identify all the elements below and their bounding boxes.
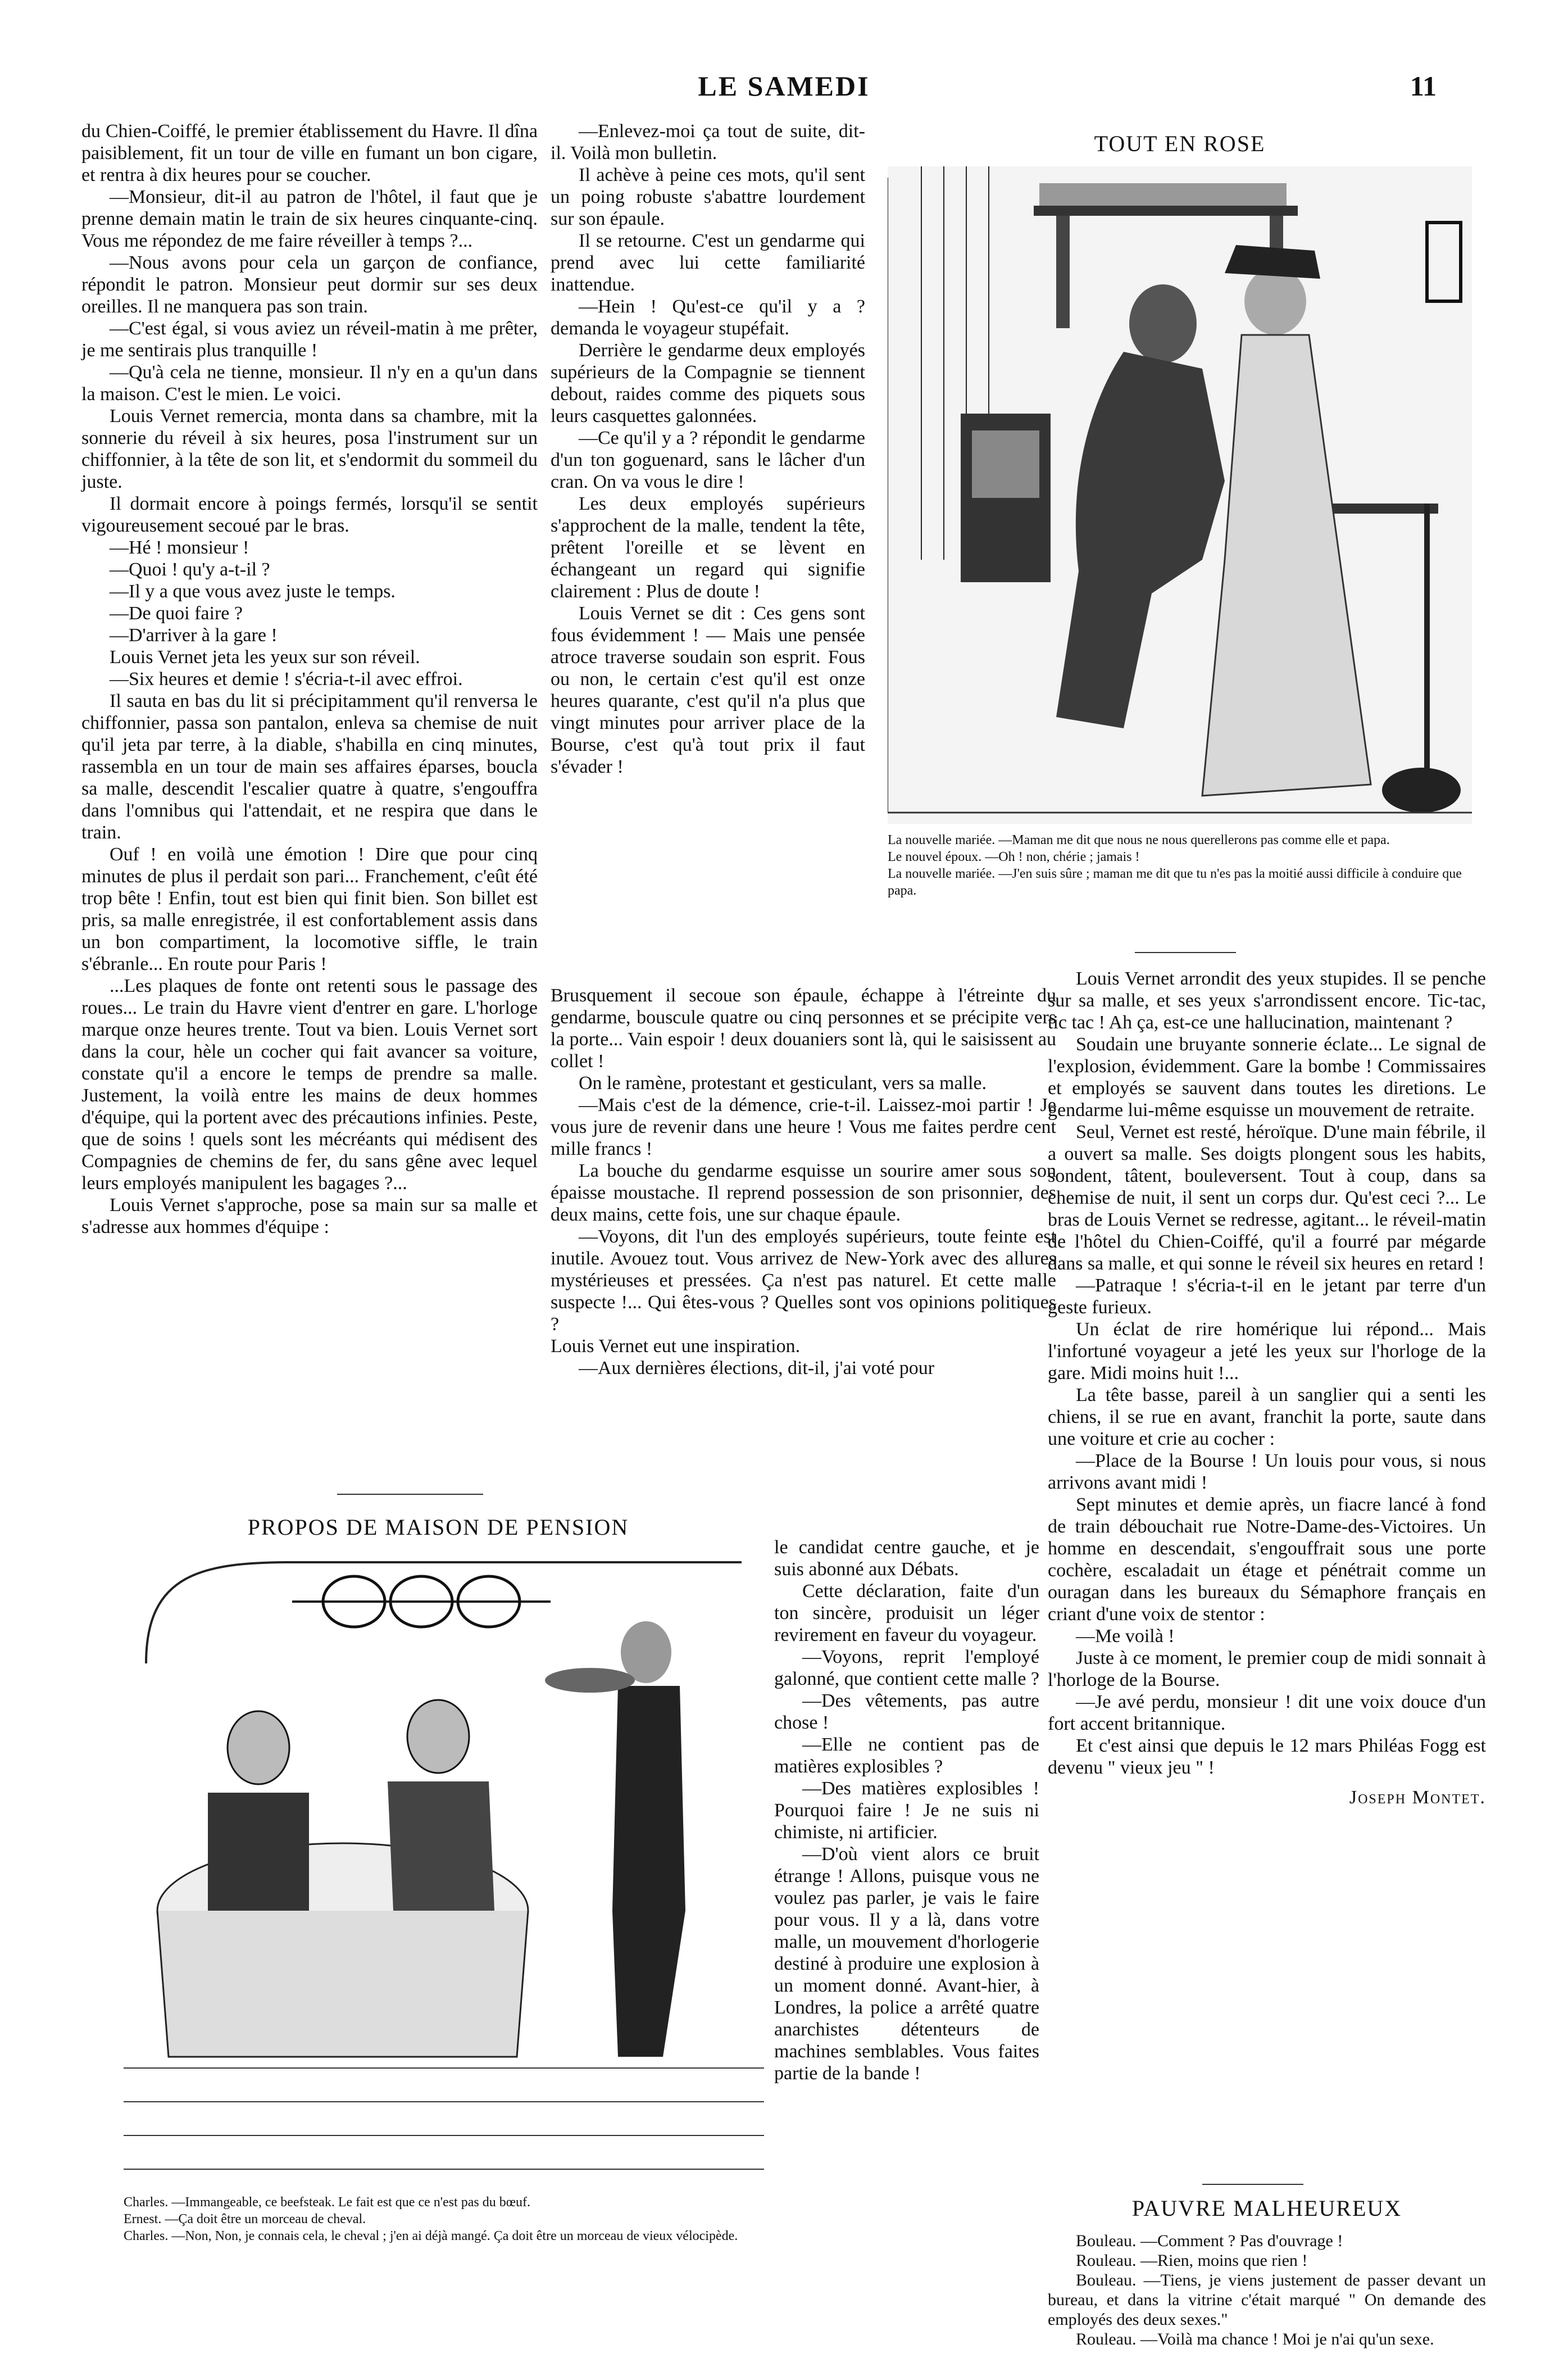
- paragraph: Et c'est ainsi que depuis le 12 mars Philéas Fogg est devenu " vieux jeu " !: [1048, 1735, 1486, 1778]
- dialogue-line: Rouleau. —Rien, moins que rien !: [1076, 2251, 1308, 2270]
- propos-illustration: [124, 1551, 764, 2192]
- paragraph: —Patraque ! s'écria-t-il en le jetant par terre d'un geste furieux.: [1048, 1275, 1486, 1318]
- paragraph: du Chien-Coiffé, le premier établissement du Havre. Il dîna paisiblement, fit un tour de ville en fumant un bon cigare, et rentra à dix heures pour se coucher.: [81, 121, 538, 185]
- paragraph: Ouf ! en voilà une émotion ! Dire que pour cinq minutes de plus il perdait son pari... Franchement, c'eût été trop bête ! Enfin, tout est bien qui finit bien. Son billet est pris, sa malle enregistrée, il est confortablement assis dans un bon compartiment, la locomotive siffle, le train s'ébranle... En route pour Paris !: [81, 844, 538, 974]
- divider: [1135, 952, 1236, 953]
- pauvre-dialogue: [1048, 2231, 1486, 2349]
- paragraph: —Il y a que vous avez juste le temps.: [110, 581, 396, 602]
- paragraph: —Des matières explosibles ! Pourquoi faire ! Je ne suis ni chimiste, ni artificier.: [774, 1778, 1039, 1843]
- paragraph: —Des vêtements, pas autre chose !: [774, 1690, 1039, 1733]
- paragraph: Il achève à peine ces mots, qu'il sent un poing robuste s'abattre lourdement sur son épaule.: [551, 165, 865, 229]
- couple-engraving-icon: [888, 166, 1472, 824]
- paragraph: Louis Vernet remercia, monta dans sa chambre, mit la sonnerie du réveil à six heures, posa l'instrument sur un chiffonnier, à la tête de son lit, et s'endormit du sommeil du juste.: [81, 406, 538, 492]
- caption-line: Charles. —Non, Non, je connais cela, le cheval ; j'en ai déjà mangé. Ça doit être un morceau de vieux vélocipède.: [124, 2229, 738, 2243]
- divider: [337, 1494, 483, 1495]
- paragraph: —Place de la Bourse ! Un louis pour vous, si nous arrivons avant midi !: [1048, 1450, 1486, 1493]
- caption-line: La nouvelle mariée. —Maman me dit que nous ne nous querellerons pas comme elle et papa.: [888, 833, 1390, 847]
- paragraph: Sept minutes et demie après, un fiacre lancé à fond de train débouchait rue Notre-Dame-des-Victoires. Un homme en descendait, s'engouffrait sous une porte cochère, escaladait un étage et pénétrait comme un ouragan dans les bureaux du Sémaphore français en criant d'une voix de stentor :: [1048, 1494, 1486, 1625]
- page-header-title: LE SAMEDI: [698, 70, 870, 102]
- divider: [1202, 2184, 1303, 2185]
- paragraph: —Monsieur, dit-il au patron de l'hôtel, il faut que je prenne demain matin le train de six heures cinquante-cinq. Vous me répondez de me faire réveiller à temps ?...: [81, 187, 538, 251]
- paragraph: Louis Vernet jeta les yeux sur son réveil.: [110, 647, 420, 668]
- paragraph: —Voyons, dit l'un des employés supérieurs, toute feinte est inutile. Avouez tout. Vous arrivez de New-York avec des allures mystérieuses et pressées. Ça n'est pas naturel. Et cette malle suspecte !... Qui êtes-vous ? Quelles sont vos opinions politiques ?: [551, 1226, 1056, 1335]
- paragraph: —Hein ! Qu'est-ce qu'il y a ? demanda le voyageur stupéfait.: [551, 296, 865, 339]
- tout-en-rose-illustration: [888, 166, 1472, 824]
- paragraph: La tête basse, pareil à un sanglier qui a senti les chiens, il se rue en avant, franchit la porte, saute dans une voiture et crie au cocher :: [1048, 1385, 1486, 1449]
- column-2-continued: [551, 985, 1056, 1379]
- column-2: [551, 120, 865, 778]
- column-3: [1048, 968, 1486, 1808]
- paragraph: —Hé ! monsieur !: [110, 537, 249, 558]
- paragraph: le candidat centre gauche, et je suis abonné aux Débats.: [774, 1537, 1039, 1580]
- paragraph: Un éclat de rire homérique lui répond... Mais l'infortuné voyageur a jeté les yeux sur l'horloge de la gare. Midi moins huit !...: [1048, 1319, 1486, 1384]
- paragraph: —Enlevez-moi ça tout de suite, dit-il. Voilà mon bulletin.: [551, 121, 865, 164]
- paragraph: Il se retourne. C'est un gendarme qui prend avec lui cette familiarité inattendue.: [551, 230, 865, 295]
- paragraph: —D'où vient alors ce bruit étrange ! Allons, puisque vous ne voulez pas parler, je vais le faire pour vous. Il y a là, dans votre malle, un mouvement d'horlogerie destiné à produire une explosion à un moment donné. Avant-hier, à Londres, la police a arrêté quatre anarchistes détenteurs de machines semblables. Vous faites partie de la bande !: [774, 1844, 1039, 2084]
- dialogue-line: Bouleau. —Comment ? Pas d'ouvrage !: [1076, 2232, 1343, 2250]
- paragraph: ...Les plaques de fonte ont retenti sous le passage des roues... Le train du Havre vient d'entrer en gare. L'horloge marque onze heures trente. Tout va bien. Louis Vernet sort dans la cour, hèle un cocher qui fait avancer sa voiture, constate qu'il a encore le temps de prendre sa malle. Justement, la voilà entre les mains de deux hommes d'équipe, qui la portent avec des précautions infinies. Peste, que de soins ! quels sont les mécréants qui médisent des Compagnies de chemins de fer, du sans gêne avec lequel leurs employés manipulent les bagages ?...: [81, 976, 538, 1194]
- paragraph: Cette déclaration, faite d'un ton sincère, produisit un léger revirement en faveur du voyageur.: [774, 1581, 1039, 1645]
- paragraph: —Aux dernières élections, dit-il, j'ai voté pour: [579, 1358, 935, 1378]
- paragraph: Il sauta en bas du lit si précipitamment qu'il renversa le chiffonnier, passa son pantalon, enleva sa chemise de nuit qu'il jeta par terre, à la diable, s'habilla en cinq minutes, rassembla en un tour de main ses affaires éparses, boucla sa malle, descendit l'escalier quatre à quatre, s'engouffra dans l'omnibus qui l'attendait, et ne respira que dans le train.: [81, 691, 538, 843]
- dining-scene-icon: [124, 1551, 764, 2192]
- paragraph: Soudain une bruyante sonnerie éclate... Le signal de l'explosion, évidemment. Gare la bombe ! Commissaires et employés se sauvent dans toutes les diretions. Le gendarme lui-même esquisse un mouvement de retraite.: [1048, 1034, 1486, 1121]
- paragraph: La bouche du gendarme esquisse un sourire amer sous son épaisse moustache. Il reprend possession de son prisonnier, des deux mains, cette fois, une sur chaque épaule.: [551, 1160, 1056, 1225]
- paragraph: —Voyons, reprit l'employé galonné, que contient cette malle ?: [774, 1647, 1040, 1689]
- column-2-bottom: [774, 1536, 1039, 2084]
- paragraph: —De quoi faire ?: [110, 603, 243, 624]
- propos-title: PROPOS DE MAISON DE PENSION: [247, 1514, 629, 1540]
- paragraph: Seul, Vernet est resté, héroïque. D'une main fébrile, il a ouvert sa malle. Ses doigts plongent sous les habits, sondent, tâtent, bouleversent. Tout à coup, dans sa chemise de nuit, il sent un corps dur. Qu'est ceci ?... Le bras de Louis Vernet se redresse, agitant... le réveil-matin de l'hôtel du Chien-Coiffé, qu'il a fourré par mégarde dans sa malle, et qui sonne le réveil six heures en retard !: [1048, 1122, 1486, 1274]
- tout-en-rose-caption: [888, 832, 1472, 899]
- paragraph: Les deux employés supérieurs s'approchent de la malle, tendent la tête, prêtent l'oreille et se lèvent en échangeant un regard qui signifie clairement : Plus de doute !: [551, 493, 865, 602]
- paragraph: Juste à ce moment, le premier coup de midi sonnait à l'horloge de la Bourse.: [1048, 1648, 1486, 1690]
- dialogue-line: Rouleau. —Voilà ma chance ! Moi je n'ai qu'un sexe.: [1076, 2330, 1434, 2348]
- caption-line: Le nouvel époux. —Oh ! non, chérie ; jamais !: [888, 850, 1140, 864]
- dialogue-line: Bouleau. —Tiens, je viens justement de passer devant un bureau, et dans la vitrine c'était marqué " On demande des employés des deux sexes.": [1048, 2271, 1486, 2329]
- paragraph: —Nous avons pour cela un garçon de confiance, répondit le patron. Monsieur peut dormir sur ses deux oreilles. Il ne manquera pas son train.: [81, 252, 538, 317]
- paragraph: —Six heures et demie ! s'écria-t-il avec effroi.: [110, 669, 463, 690]
- paragraph: —Ce qu'il y a ? répondit le gendarme d'un ton goguenard, sans le lâcher d'un cran. On va vous le dire !: [551, 428, 865, 492]
- paragraph: Louis Vernet eut une inspiration.: [551, 1336, 801, 1357]
- paragraph: —Quoi ! qu'y a-t-il ?: [110, 559, 270, 580]
- paragraph: —Elle ne contient pas de matières explosibles ?: [774, 1734, 1039, 1777]
- paragraph: Il dormait encore à poings fermés, lorsqu'il se sentit vigoureusement secoué par le bras.: [81, 493, 538, 536]
- paragraph: Derrière le gendarme deux employés supérieurs de la Compagnie se tiennent debout, raides comme des piquets sous leurs casquettes galonnées.: [551, 340, 865, 427]
- paragraph: Louis Vernet se dit : Ces gens sont fous évidemment ! — Mais une pensée atroce traverse soudain son esprit. Fous ou non, le certain c'est qu'il est onze heures quarante, c'est qu'il n'a plus que vingt minutes pour arriver place de la Bourse, c'est qu'à tout prix il faut s'évader !: [551, 603, 865, 777]
- author-signature: Joseph Montet.: [1349, 1787, 1486, 1808]
- caption-line: La nouvelle mariée. —J'en suis sûre ; maman me dit que tu n'es pas la moitié aussi difficile à conduire que papa.: [888, 867, 1462, 898]
- propos-caption: [124, 2194, 764, 2244]
- caption-line: Ernest. —Ça doit être un morceau de cheval.: [124, 2212, 366, 2227]
- paragraph: —C'est égal, si vous aviez un réveil-matin à me prêter, je me sentirais plus tranquille !: [81, 318, 538, 361]
- paragraph: Brusquement il secoue son épaule, échappe à l'étreinte du gendarme, bouscule quatre ou cinq personnes et se précipite vers la porte... Vain espoir ! deux douaniers sont là, qui le saisissent au collet !: [551, 985, 1056, 1072]
- paragraph: —Me voilà !: [1076, 1626, 1175, 1647]
- paragraph: On le ramène, protestant et gesticulant, vers sa malle.: [579, 1073, 987, 1094]
- paragraph: —Je avé perdu, monsieur ! dit une voix douce d'un fort accent britannique.: [1048, 1692, 1486, 1734]
- page-number: 11: [1410, 70, 1437, 102]
- caption-line: Charles. —Immangeable, ce beefsteak. Le fait est que ce n'est pas du bœuf.: [124, 2195, 531, 2210]
- pauvre-title: PAUVRE MALHEUREUX: [1131, 2196, 1402, 2221]
- paragraph: —Qu'à cela ne tienne, monsieur. Il n'y en a qu'un dans la maison. C'est le mien. Le voici.: [81, 362, 538, 405]
- paragraph: —D'arriver à la gare !: [110, 625, 278, 646]
- paragraph: Louis Vernet arrondit des yeux stupides. Il se penche sur sa malle, et ses yeux s'arrondissent encore. Tic-tac, tic tac ! Ah ça, est-ce une hallucination, maintenant ?: [1048, 968, 1486, 1033]
- tout-en-rose-title: TOUT EN ROSE: [1094, 131, 1266, 156]
- paragraph: Louis Vernet s'approche, pose sa main sur sa malle et s'adresse aux hommes d'équipe :: [81, 1195, 538, 1237]
- column-1: [81, 120, 538, 1238]
- paragraph: —Mais c'est de la démence, crie-t-il. Laissez-moi partir ! Je vous jure de revenir dans une heure ! Vous me faites perdre cent mille francs !: [551, 1095, 1056, 1159]
